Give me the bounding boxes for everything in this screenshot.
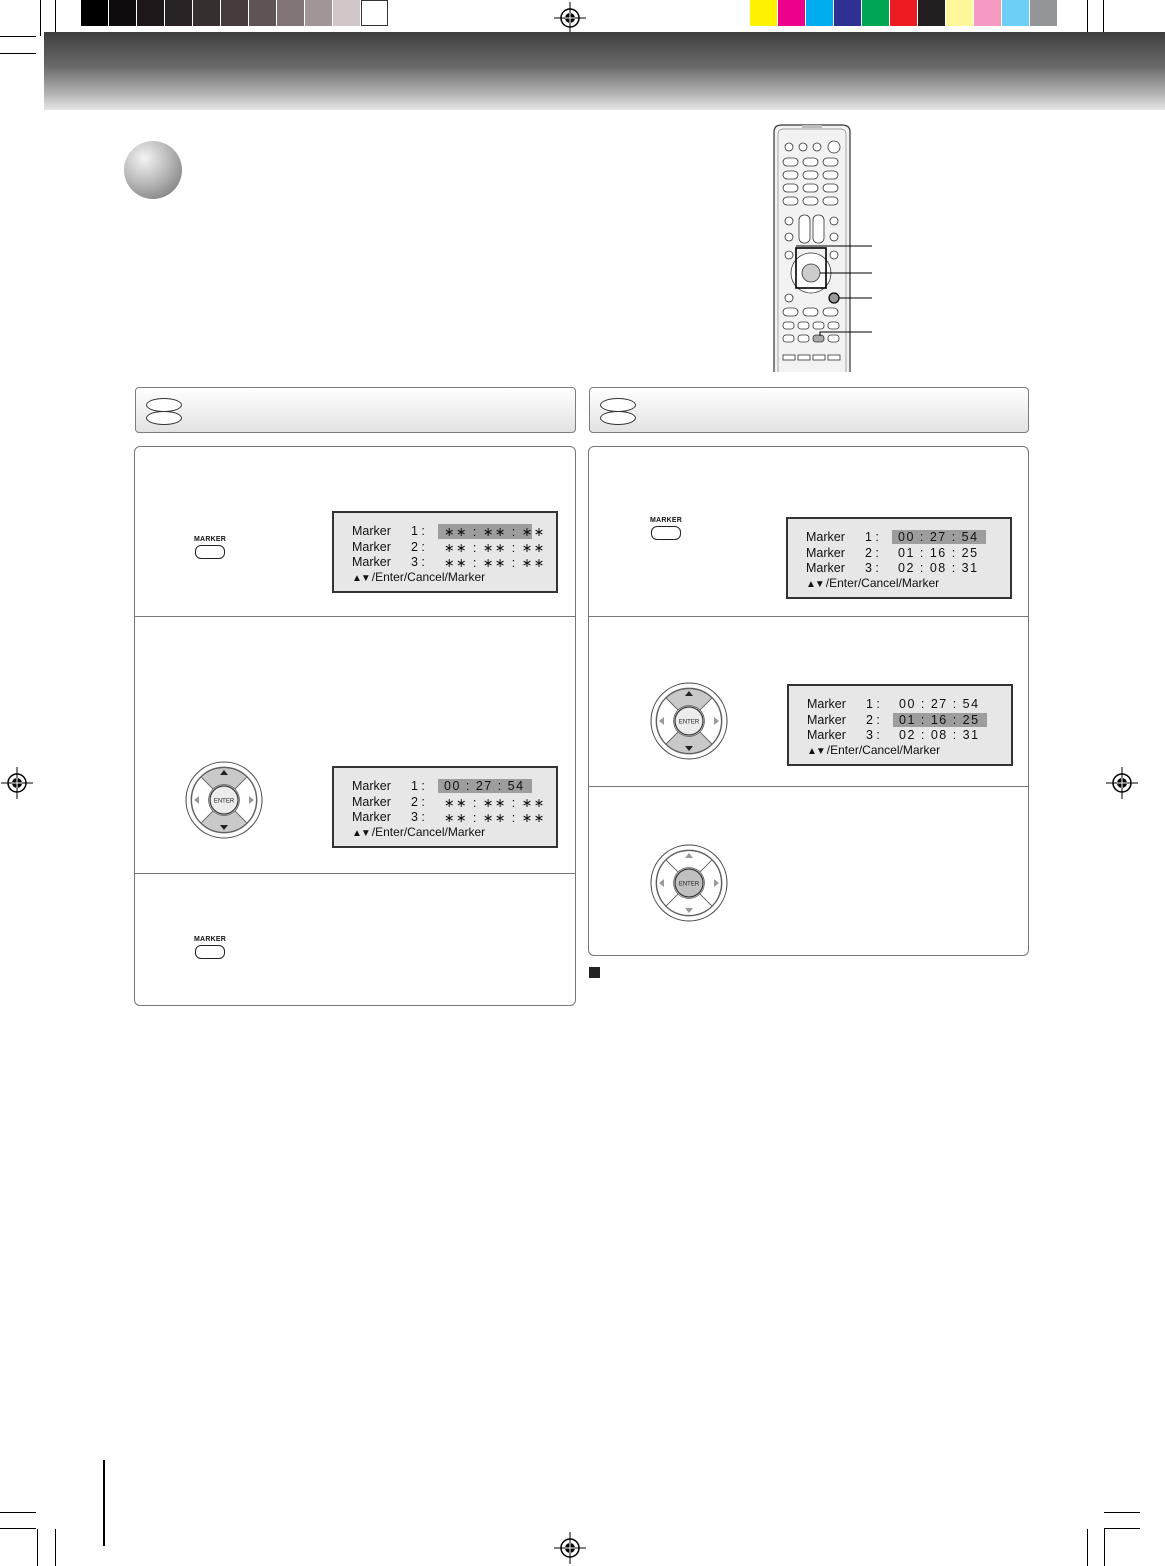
gray-swatch [277,0,304,26]
step-divider [589,616,1028,617]
enter-dpad-up-down[interactable] [648,680,730,762]
crop-mark [1104,1529,1105,1566]
osd-marker-time: 00 : 27 : 54 [438,779,532,793]
osd-footer [807,743,940,757]
page-edge-line [103,1460,105,1546]
crop-mark [55,1529,56,1566]
color-swatch [1002,0,1029,26]
osd-up-down-arrows-icon: ▲▼ [352,573,370,584]
osd-marker-label: Marker [352,555,391,569]
osd-marker-number: 1 : [866,697,880,711]
osd-marker-number: 2 : [411,539,425,554]
osd-marker-time: 00 : 27 : 54 [899,697,980,711]
gray-swatch [221,0,248,26]
color-swatch [1030,0,1057,26]
registration-mark-icon [554,1532,586,1564]
step-divider [589,786,1028,787]
osd-up-down-arrows-icon: ▲▼ [806,579,824,590]
crop-mark [37,1529,38,1566]
osd-marker-time: ∗∗ : ∗∗ : ∗∗ [444,811,546,825]
marker-osd-screen [332,511,558,593]
color-swatch [918,0,945,26]
disc-icon [146,398,182,412]
osd-marker-label: Marker [352,539,391,554]
osd-marker-time: ∗∗ : ∗∗ : ∗∗ [444,795,546,810]
section-bullet-icon [124,141,182,199]
step-divider [135,873,575,874]
osd-marker-label: Marker [807,697,846,711]
note-bullet-icon [589,967,600,978]
marker-osd-screen [787,684,1013,766]
crop-mark [0,1528,36,1529]
color-swatch [778,0,805,26]
crop-mark [40,0,41,36]
color-swatch [862,0,889,26]
right-section-header [589,387,1029,433]
color-swatch [750,0,777,26]
osd-footer [806,576,939,590]
osd-up-down-arrows-icon: ▲▼ [807,746,825,757]
left-section-header [135,387,576,433]
gray-swatch [193,0,220,26]
osd-footer-text: /Enter/Cancel/Marker [371,570,486,584]
marker-osd-screen [786,517,1012,599]
marker-button-shape [195,545,225,559]
osd-footer-text: /Enter/Cancel/Marker [371,825,486,839]
osd-marker-number: 3 : [411,810,425,824]
registration-mark-icon [554,2,586,34]
remote-control-illustration [770,122,880,372]
osd-marker-number: 1 : [865,530,879,544]
enter-button-label: ENTER [213,798,235,805]
page-header-band [44,32,1165,110]
crop-mark [1087,0,1088,36]
marker-button-shape [195,945,225,959]
osd-marker-number: 1 : [411,524,425,538]
gray-swatch [361,0,388,26]
color-swatch [890,0,917,26]
gray-swatch [249,0,276,26]
osd-marker-time: ∗∗ : ∗∗ : ∗∗ [444,540,546,555]
disc-icon [146,411,182,425]
gray-swatch [81,0,108,26]
crop-mark [1103,0,1104,36]
osd-footer-text: /Enter/Cancel/Marker [825,576,940,590]
right-steps-panel [588,446,1029,956]
osd-marker-time: 01 : 16 : 25 [898,545,979,560]
enter-button-label: ENTER [678,881,700,888]
grayscale-color-bar [81,0,391,26]
gray-swatch [137,0,164,26]
enter-dpad-up-down[interactable] [183,759,265,841]
registration-mark-icon [1,767,33,799]
registration-mark-icon [1106,767,1138,799]
osd-marker-number: 1 : [411,779,425,793]
crop-mark [55,0,56,36]
osd-marker-label: Marker [352,524,391,538]
osd-footer [352,570,485,584]
step-divider [135,616,575,617]
color-swatch [806,0,833,26]
osd-footer [352,825,485,839]
osd-up-down-arrows-icon: ▲▼ [352,828,370,839]
crop-mark [1087,1529,1088,1566]
crop-mark [0,53,36,54]
marker-button-label: MARKER [650,517,682,524]
marker-button-shape [651,526,681,540]
osd-marker-label: Marker [806,561,845,575]
osd-marker-time: 02 : 08 : 31 [899,728,980,742]
color-swatch [946,0,973,26]
gray-swatch [109,0,136,26]
marker-button[interactable] [193,536,227,559]
osd-marker-number: 2 : [866,712,880,727]
osd-marker-time: 02 : 08 : 31 [898,561,979,575]
osd-marker-time: 01 : 16 : 25 [893,713,987,727]
process-color-bar [750,0,1057,26]
gray-swatch [165,0,192,26]
osd-marker-label: Marker [807,728,846,742]
left-steps-panel [134,446,576,1006]
marker-button[interactable] [649,517,683,540]
disc-icon [600,411,636,425]
osd-marker-label: Marker [352,779,391,793]
crop-mark [0,1512,36,1513]
osd-marker-time: 00 : 27 : 54 [892,530,986,544]
osd-marker-number: 3 : [866,728,880,742]
osd-marker-number: 3 : [865,561,879,575]
osd-marker-label: Marker [352,794,391,809]
color-swatch [974,0,1001,26]
marker-button-label: MARKER [194,936,226,943]
osd-marker-label: Marker [807,712,846,727]
disc-icon [600,398,636,412]
marker-button-label: MARKER [194,536,226,543]
color-swatch [834,0,861,26]
osd-marker-label: Marker [806,545,845,560]
gray-swatch [333,0,360,26]
osd-marker-label: Marker [806,530,845,544]
crop-mark [1104,1512,1140,1513]
osd-marker-number: 3 : [411,555,425,569]
gray-swatch [305,0,332,26]
osd-marker-number: 2 : [865,545,879,560]
marker-button[interactable] [193,936,227,959]
osd-marker-number: 2 : [411,794,425,809]
osd-marker-label: Marker [352,810,391,824]
marker-osd-screen [332,766,558,848]
crop-mark [0,36,36,37]
enter-dpad-center[interactable] [648,842,730,924]
osd-marker-time: ∗∗ : ∗∗ : ∗∗ [444,556,546,570]
osd-marker-time: ∗∗ : ∗∗ : ∗∗ [438,524,532,539]
osd-footer-text: /Enter/Cancel/Marker [826,743,941,757]
crop-mark [1104,1528,1140,1529]
enter-button-label: ENTER [678,719,700,726]
